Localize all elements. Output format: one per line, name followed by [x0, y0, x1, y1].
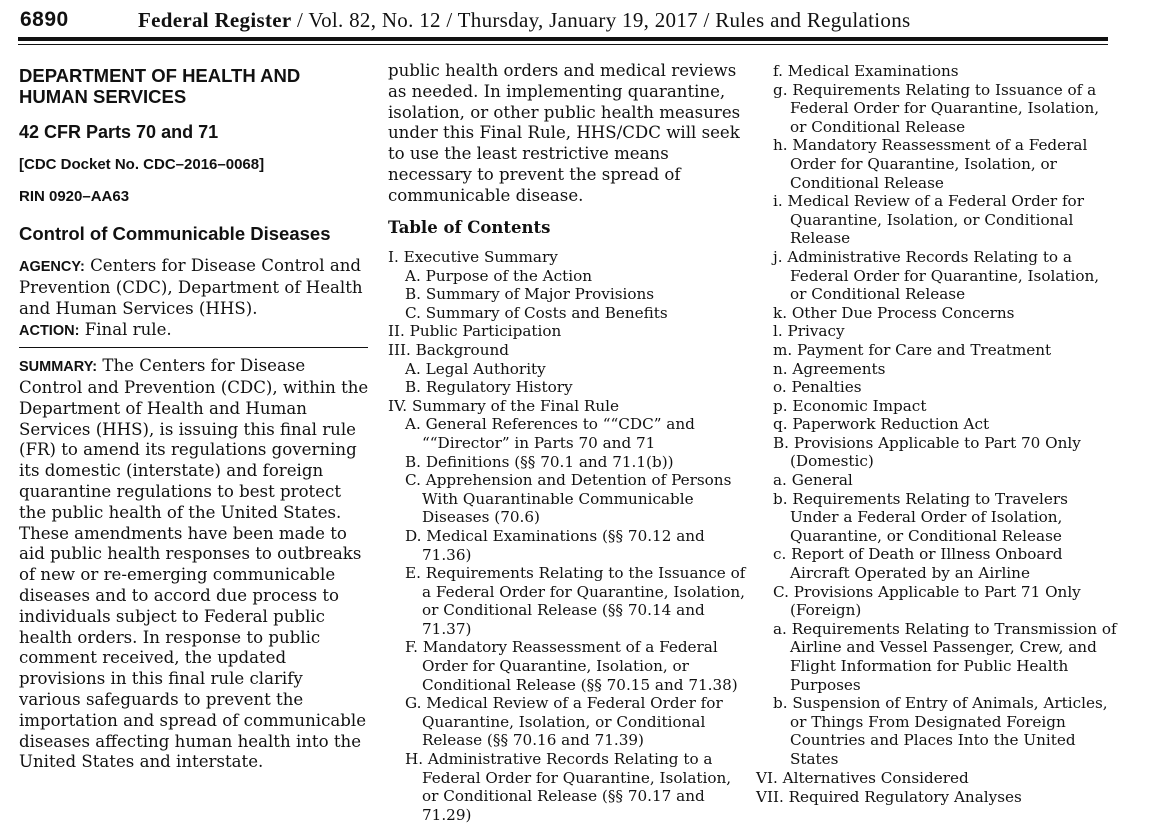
- toc-entry: A. Purpose of the Action: [405, 266, 593, 285]
- toc-entry: a. General: [773, 471, 853, 490]
- toc-entry: n. Agreements: [773, 359, 886, 378]
- toc-entry: a. Requirements Relating to Transmission of Airline and Vessel Passenger, Crew, and Flight Information for Public Health Purposes: [773, 619, 1117, 694]
- running-head: [138, 8, 910, 33]
- toc-entry: p. Economic Impact: [773, 396, 927, 415]
- table-of-contents-roman: [756, 769, 1116, 806]
- toc-entry: G. Medical Review of a Federal Order for Quarantine, Isolation, or Conditional Release (§§ 70.16 and 71.39): [405, 694, 723, 750]
- summary-label: SUMMARY:: [19, 359, 98, 376]
- agency-name-line1: DEPARTMENT OF HEALTH AND: [19, 65, 301, 86]
- header-rule-thick: [18, 37, 1108, 41]
- toc-entry: C. Summary of Costs and Benefits: [405, 303, 668, 322]
- toc-entry: VII. Required Regulatory Analyses: [756, 787, 1022, 806]
- toc-entry: VI. Alternatives Considered: [756, 769, 969, 787]
- toc-entry: A. Legal Authority: [405, 359, 546, 378]
- continuation-paragraph: public health orders and medical reviews as needed. In implementing quarantine, isolation, or other public health measures under this Final Rule, HHS/CDC will seek to use the least restrictive means necessary to prevent the spread of communicable disease.: [388, 61, 741, 205]
- agency-label: AGENCY:: [19, 259, 85, 275]
- toc-entry: i. Medical Review of a Federal Order for Quarantine, Isolation, or Conditional Release: [773, 192, 1084, 248]
- table-of-contents-continued: [773, 62, 1118, 769]
- action-label: ACTION:: [19, 323, 80, 340]
- toc-entry: C. Provisions Applicable to Part 71 Only (Foreign): [773, 582, 1081, 620]
- section-divider: [19, 347, 368, 348]
- toc-entry: A. General References to ““CDC” and ““Director” in Parts 70 and 71: [405, 415, 695, 452]
- toc-entry: j. Administrative Records Relating to a Federal Order for Quarantine, Isolation, or Conditional Release: [773, 247, 1100, 304]
- toc-heading: Table of Contents: [388, 218, 551, 237]
- toc-entry: E. Requirements Relating to the Issuance of a Federal Order for Quarantine, Isolation, or Conditional Release (§§ 70.14 and 71.37): [405, 564, 746, 638]
- rin-number: RIN 0920–AA63: [19, 188, 130, 205]
- toc-entry: H. Administrative Records Relating to a Federal Order for Quarantine, Isolation, or Conditional Release (§§ 70.17 and 71.29): [405, 750, 732, 824]
- table-of-contents: [388, 248, 750, 824]
- column-1: [19, 60, 369, 773]
- toc-entry: B. Provisions Applicable to Part 70 Only (Domestic): [773, 433, 1081, 471]
- toc-entry: B. Regulatory History: [405, 378, 573, 397]
- issue-citation: / Vol. 82, No. 12 / Thursday, January 19, 2017 / Rules and Regulations: [291, 8, 911, 32]
- toc-entry: F. Mandatory Reassessment of a Federal Order for Quarantine, Isolation, or Conditional Release (§§ 70.15 and 71.38): [405, 638, 738, 694]
- toc-entry: h. Mandatory Reassessment of a Federal Order for Quarantine, Isolation, or Conditional Release: [773, 136, 1088, 192]
- toc-entry: o. Penalties: [773, 378, 862, 397]
- toc-entry: C. Apprehension and Detention of Persons With Quarantinable Communicable Diseases (70.6): [405, 471, 732, 527]
- cfr-parts: 42 CFR Parts 70 and 71: [19, 122, 219, 142]
- toc-entry: B. Summary of Major Provisions: [405, 285, 655, 304]
- rule-title: Control of Communicable Diseases: [19, 223, 331, 244]
- toc-entry: III. Background: [388, 340, 509, 359]
- agency-statement: [19, 256, 369, 319]
- summary-text: The Centers for Disease Control and Prevention (CDC), within the Department of Health and Human Services (HHS), is issuing this final rule (FR) to amend its regulations governing its domestic (interstate) and foreign quarantine regulations to best protect the public health of the United States. These amendments have been made to aid public health responses to outbreaks of new or re-emerging communicable diseases and to accord due process to individuals subject to Federal public health orders. In response to public comment received, the updated provisions in this final rule clarify various safeguards to prevent the importation and spread of communicable diseases affecting human health into the United States and interstate.: [19, 356, 369, 772]
- publication-name: Federal Register: [138, 8, 292, 32]
- agency-text: Centers for Disease Control and Prevention (CDC), Department of Health and Human Services (HHS).: [19, 256, 363, 318]
- toc-entry: B. Definitions (§§ 70.1 and 71.1(b)): [405, 452, 674, 471]
- page-number: 6890: [20, 8, 69, 31]
- docket-number: [CDC Docket No. CDC–2016–0068]: [19, 156, 265, 173]
- toc-entry: IV. Summary of the Final Rule: [388, 396, 619, 415]
- agency-name: [19, 65, 369, 107]
- toc-entry: g. Requirements Relating to Issuance of a Federal Order for Quarantine, Isolation, or Conditional Release: [773, 80, 1100, 136]
- toc-entry: D. Medical Examinations (§§ 70.12 and 71.36): [405, 526, 705, 564]
- action-statement: [19, 320, 369, 342]
- toc-entry: f. Medical Examinations: [773, 62, 959, 80]
- header-rule-thin: [18, 44, 1108, 45]
- toc-entry: m. Payment for Care and Treatment: [773, 340, 1052, 359]
- action-text: Final rule.: [79, 320, 172, 340]
- toc-entry: k. Other Due Process Concerns: [773, 303, 1015, 322]
- agency-name-line2: HUMAN SERVICES: [19, 86, 187, 107]
- toc-entry: II. Public Participation: [388, 322, 562, 341]
- toc-entry: I. Executive Summary: [388, 248, 558, 266]
- toc-entry: l. Privacy: [773, 322, 845, 341]
- page-header: [18, 8, 1108, 34]
- summary-statement: [19, 356, 369, 773]
- toc-entry: q. Paperwork Reduction Act: [773, 415, 990, 434]
- toc-entry: b. Suspension of Entry of Animals, Articles, or Things From Designated Foreign Countries and Places Into the United States: [773, 694, 1108, 768]
- toc-entry: c. Report of Death or Illness Onboard Aircraft Operated by an Airline: [773, 545, 1063, 583]
- toc-entry: b. Requirements Relating to Travelers Under a Federal Order of Isolation, Quarantine, or Conditional Release: [773, 489, 1068, 545]
